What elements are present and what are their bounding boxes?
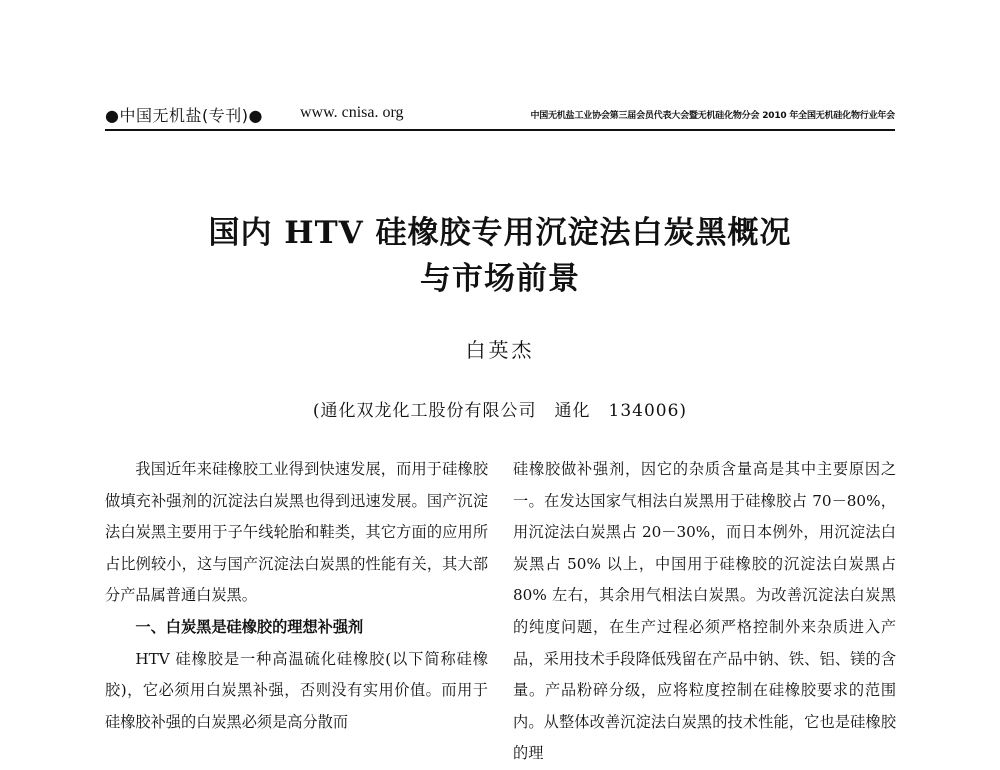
- paragraph: 硅橡胶做补强剂，因它的杂质含量高是其中主要原因之一。在发达国家气相法白炭黑用于硅橡胶占 70－80%，用沉淀法白炭黑占 20－30%，而日本例外，用沉淀法白炭黑占 50% 以上，中国用于硅橡胶的沉淀法白炭黑占 80% 左右，其余用气相法白炭黑。为改善沉淀法白炭黑的纯度问题，在生产过程必须严格控制外来杂质进入产品，采用技术手段降低残留在产品中钠、铁、铝、镁的含量。产品粉碎分级，应将粒度控制在硅橡胶要求的范围内。从整体改善沉淀法白炭黑的技术性能，它也是硅橡胶的理: [513, 460, 896, 763]
- paper-title-line-1: 国内 HTV 硅橡胶专用沉淀法白炭黑概况: [208, 215, 792, 251]
- body-column-left: [105, 454, 488, 738]
- paragraph: 我国近年来硅橡胶工业得到快速发展，而用于硅橡胶做填充补强剂的沉淀法白炭黑也得到迅速发展。国产沉淀法白炭黑主要用于子午线轮胎和鞋类，其它方面的应用所占比例较小，这与国产沉淀法白炭黑的性能有关，其大部分产品属普通白炭黑。: [105, 460, 488, 605]
- section-heading: 一、白炭黑是硅橡胶的理想补强剂: [135, 617, 364, 636]
- journal-name: ●中国无机盐(专刊)●: [105, 106, 263, 125]
- paper-title-line-2: 与市场前景: [420, 261, 580, 297]
- author-name: 白英杰: [465, 338, 535, 362]
- paragraph: HTV 硅橡胶是一种高温硫化硅橡胶(以下简称硅橡胶)，它必须用白炭黑补强，否则没有实用价值。而用于硅橡胶补强的白炭黑必须是高分散而: [105, 649, 488, 731]
- body-column-right: [513, 454, 896, 770]
- running-header: [105, 101, 895, 131]
- website-url: www. cnisa. org: [300, 104, 404, 121]
- author-affiliation: (通化双龙化工股份有限公司 通化 134006): [312, 401, 688, 421]
- conference-name: 中国无机盐工业协会第三届会员代表大会暨无机硅化物分会 2010 年全国无机硅化物行业年会: [530, 111, 895, 121]
